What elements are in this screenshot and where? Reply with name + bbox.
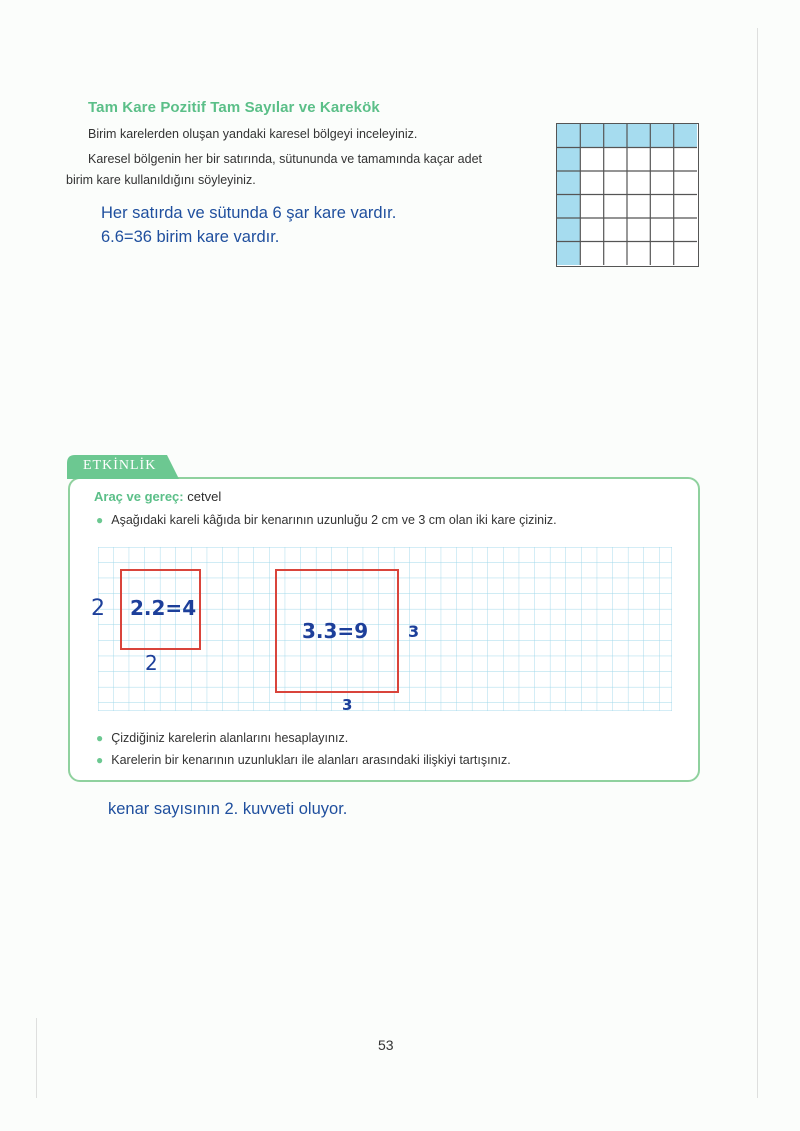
small-square-bottom-label: 2: [145, 651, 158, 675]
instruction-text: Aşağıdaki kareli kâğıda bir kenarının uzunluğu 2 cm ve 3 cm olan iki kare çiziniz.: [111, 513, 557, 527]
intro-paragraph-2b: birim kare kullanıldığını söyleyiniz.: [66, 173, 256, 187]
bullet-icon: ●: [96, 753, 104, 767]
answer-line-1: Her satırda ve sütunda 6 şar kare vardır.: [101, 204, 397, 222]
bullet-icon: ●: [96, 731, 104, 745]
grid-paper: [98, 547, 672, 711]
scan-edge-right: [757, 28, 758, 1098]
intro-paragraph-1: Birim karelerden oluşan yandaki karesel bölgeyi inceleyiniz.: [88, 127, 418, 141]
tools-value: cetvel: [187, 489, 222, 504]
instruction-item: [96, 513, 557, 527]
big-square-bottom-label: 3: [342, 696, 353, 714]
bullet-icon: ●: [96, 513, 104, 527]
question-2: [96, 753, 511, 767]
tools-line: [94, 489, 221, 504]
unit-squares: [557, 124, 697, 265]
activity-tab-label: ETKİNLİK: [83, 458, 157, 473]
square-region-grid: [556, 123, 699, 267]
page-number: 53: [378, 1037, 394, 1053]
answer-line-3: kenar sayısının 2. kuvveti oluyor.: [108, 800, 348, 818]
scan-edge-left: [36, 1018, 37, 1098]
small-square-area: 2.2=4: [130, 596, 197, 620]
intro-paragraph-2a: Karesel bölgenin her bir satırında, sütununda ve tamamında kaçar adet: [88, 152, 482, 166]
small-square-left-label: 2: [91, 596, 105, 621]
big-square-area: 3.3=9: [302, 619, 369, 643]
question-1: [96, 731, 348, 745]
answer-line-2: 6.6=36 birim kare vardır.: [101, 228, 280, 246]
tools-label: Araç ve gereç:: [94, 489, 184, 504]
question-2-text: Karelerin bir kenarının uzunlukları ile alanları arasındaki ilişkiyi tartışınız.: [111, 753, 511, 767]
big-square-right-label: 3: [408, 622, 420, 641]
question-1-text: Çizdiğiniz karelerin alanlarını hesaplayınız.: [111, 731, 349, 745]
section-title: Tam Kare Pozitif Tam Sayılar ve Karekök: [88, 99, 380, 116]
